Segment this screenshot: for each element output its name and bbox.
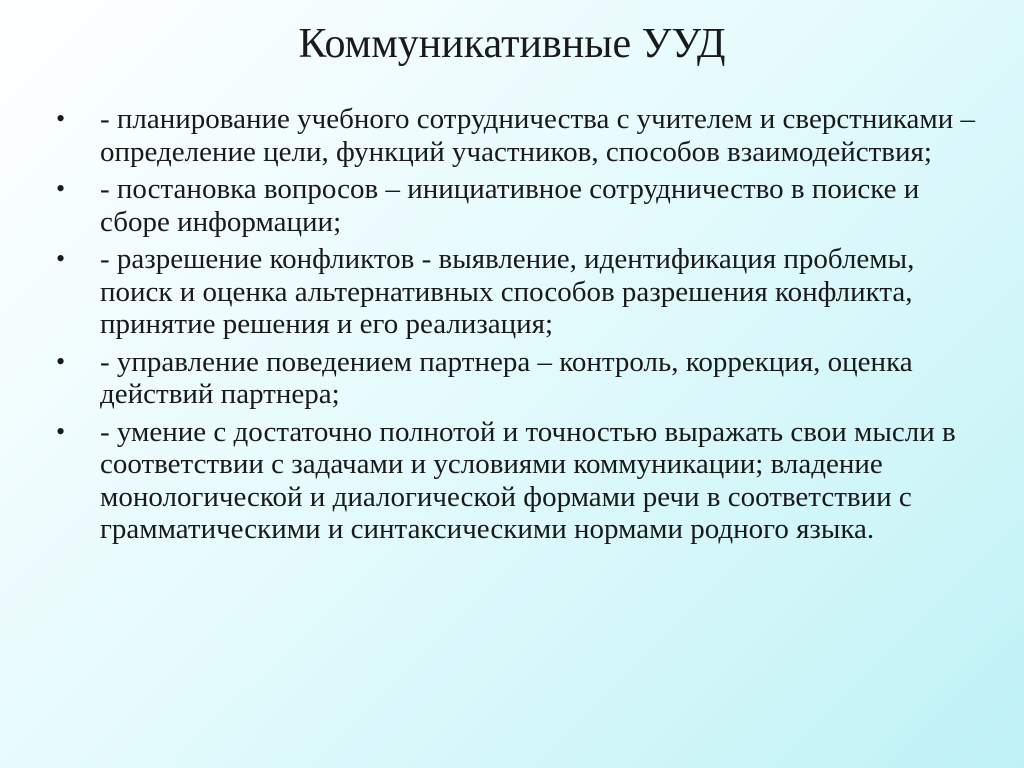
list-item [56,243,976,341]
bullet-icon: • [56,244,66,273]
list-item-text: - управление поведением партнера – контроль, коррекция, оценка действий партнера; [100,345,913,410]
list-item-text: - постановка вопросов – инициативное сотрудничество в поиске и сборе информации; [100,173,920,238]
bullet-list [56,103,976,551]
bullet-icon: • [56,104,66,133]
list-item-text: - планирование учебного сотрудничества с учителем и сверстниками – определение цели, функций участников, способов взаимодействия; [100,103,976,168]
list-item [56,416,976,546]
list-item-text: - умение с достаточно полнотой и точностью выражать свои мысли в соответствии с задачами и условиями коммуникации; владение монологической и диалогической формами речи в соответствии с грамматическими и синтаксическими нормами родного языка. [100,415,956,545]
bullet-icon: • [56,346,66,376]
list-item-text: - разрешение конфликтов - выявление, идентификация проблемы, поиск и оценка альтернативных способов разрешения конфликта, принятие решения и его реализация; [100,243,915,340]
bullet-icon: • [56,174,66,203]
list-item [56,346,976,411]
bullet-icon: • [56,416,66,446]
slide-title: Коммуникативные УУД [298,21,726,67]
list-item [56,173,976,238]
list-item [56,103,976,168]
